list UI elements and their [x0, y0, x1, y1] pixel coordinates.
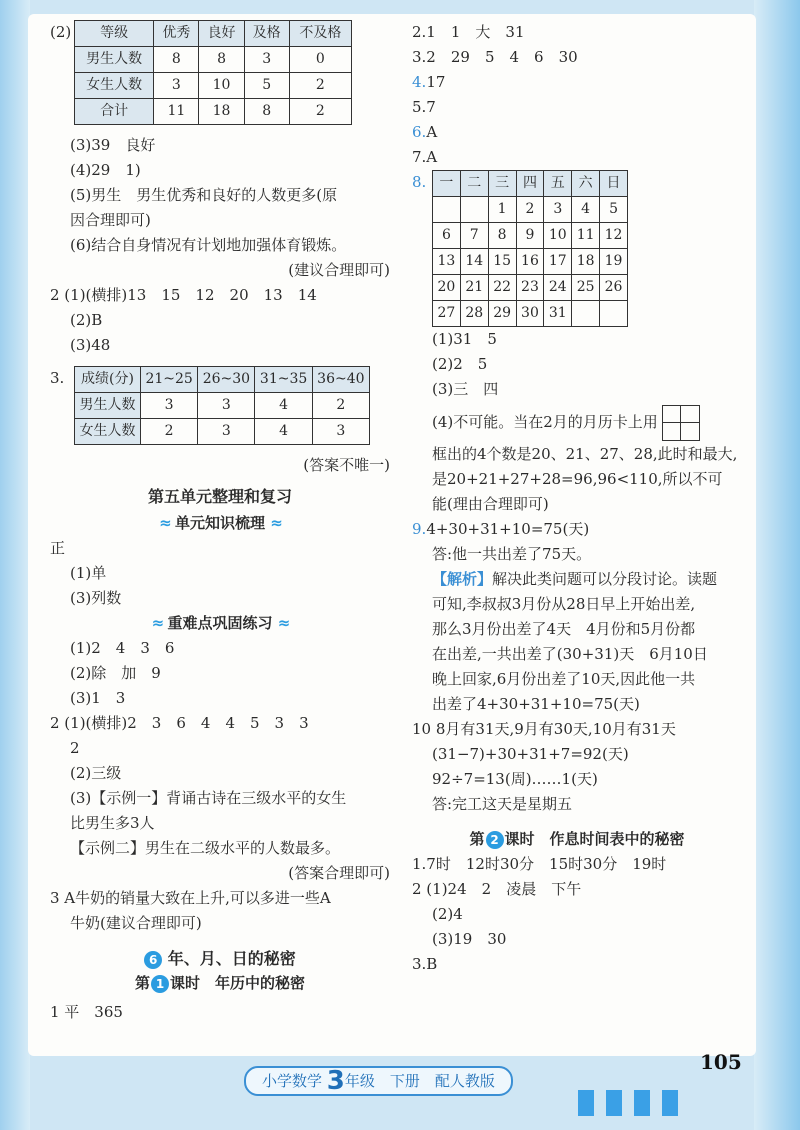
table-cell: 3	[198, 419, 255, 445]
lesson-title	[50, 971, 390, 996]
table-cell: 3	[544, 197, 572, 223]
table-cell: 27	[433, 301, 461, 327]
answer-line: (2)除 加 9	[70, 664, 161, 682]
answer-line: 框出的4个数是20、21、27、28,此时和最大,	[432, 445, 738, 463]
question-number: 8.	[412, 173, 427, 191]
answer-line: (1)2 4 3 6	[70, 639, 175, 657]
subsection-label: 重难点巩固练习	[167, 614, 273, 632]
table-header-row	[75, 367, 370, 393]
table-cell: 日	[600, 171, 628, 197]
table-cell: 女生人数	[75, 419, 141, 445]
analysis-tag: 【解析】	[432, 570, 493, 588]
table-cell: 4	[255, 419, 312, 445]
answer-line: (2)2 5	[432, 355, 488, 373]
table-cell: 2	[289, 99, 351, 125]
table-cell: 3	[198, 393, 255, 419]
table-cell: 13	[433, 249, 461, 275]
wave-icon: ≈	[151, 614, 163, 632]
lesson-number-badge: 1	[151, 975, 169, 993]
lesson-title	[412, 827, 742, 852]
footer-banner	[244, 1066, 513, 1096]
calendar-table	[432, 170, 628, 327]
table-cell: 1	[488, 197, 516, 223]
table-cell: 等级	[75, 21, 154, 47]
table-cell: 31	[544, 301, 572, 327]
table-cell: 21	[460, 275, 488, 301]
table-cell: 18	[572, 249, 600, 275]
answer-line: 是20+21+27+28=96,96<110,所以不可	[432, 470, 723, 488]
answer-line: (31−7)+30+31+7=92(天)	[432, 745, 629, 763]
answer-line	[412, 70, 742, 95]
table-cell: 20	[433, 275, 461, 301]
table-cell: 女生人数	[75, 73, 154, 99]
answer-line: 5.7	[412, 98, 436, 116]
answer-line: (5)男生 男生优秀和良好的人数更多(原	[70, 186, 338, 204]
question-number: 6.	[412, 123, 427, 141]
table-cell: 23	[516, 275, 544, 301]
subsection-title	[50, 511, 390, 536]
unit-title-text: 年、月、日的秘密	[167, 949, 296, 968]
answer-text: 解决此类问题可以分段讨论。读题	[492, 570, 718, 588]
answer-text: A	[426, 123, 438, 141]
table-cell: 36~40	[312, 367, 369, 393]
answer-note: (答案不唯一)	[303, 456, 390, 474]
lesson-title-text: 课时 年历中的秘密	[170, 974, 306, 992]
table1-label: (2)	[50, 23, 72, 41]
table-cell: 22	[488, 275, 516, 301]
table-cell: 及格	[244, 21, 289, 47]
table-cell: 31~35	[255, 367, 312, 393]
answer-line	[412, 402, 742, 442]
table-cell: 24	[544, 275, 572, 301]
answer-line: 【示例二】男生在二级水平的人数最多。	[70, 839, 341, 857]
answer-line: 答:他一共出差了75天。	[432, 545, 592, 563]
table-cell: 26	[600, 275, 628, 301]
table-header-row	[433, 171, 628, 197]
decorative-bars	[578, 1090, 690, 1120]
answer-line: 2 (1)(横排)2 3 6 4 4 5 3 3	[50, 714, 309, 732]
table-cell: 26~30	[198, 367, 255, 393]
table-cell: 29	[488, 301, 516, 327]
answer-text: (4)不可能。当在2月的月历卡上用	[432, 413, 658, 431]
table-cell: 0	[289, 47, 351, 73]
answer-line: 能(理由合理即可)	[432, 495, 549, 513]
answer-line: 3.2 29 5 4 6 30	[412, 48, 578, 66]
table-cell: 8	[199, 47, 244, 73]
answer-line: (3)48	[70, 336, 111, 354]
answer-line: 正	[50, 539, 66, 557]
answer-text: 4+30+31+10=75(天)	[426, 520, 590, 538]
answer-line: 因合理即可)	[70, 211, 151, 229]
unit-title	[50, 946, 390, 971]
table-row	[433, 249, 628, 275]
answer-line: (1)31 5	[432, 330, 497, 348]
answer-line	[412, 120, 742, 145]
answer-line: 可知,李叔叔3月份从28日早上开始出差,	[432, 595, 696, 613]
table-cell: 优秀	[154, 21, 199, 47]
table-row	[433, 197, 628, 223]
answer-line: 92÷7=13(周)……1(天)	[432, 770, 598, 788]
footer-grade-number: 3	[326, 1066, 345, 1096]
lesson-prefix: 第	[134, 974, 150, 992]
subsection-label: 单元知识梳理	[174, 514, 265, 532]
table-cell: 7	[460, 223, 488, 249]
answer-line: 2 (1)(横排)13 15 12 20 13 14	[50, 286, 317, 304]
lesson-prefix: 第	[469, 830, 485, 848]
footer-grade-suffix: 年级 下册 配人教版	[344, 1072, 495, 1090]
table-cell: 8	[488, 223, 516, 249]
answer-line	[412, 517, 742, 542]
table-cell: 4	[572, 197, 600, 223]
answer-line: (2)三级	[70, 764, 122, 782]
answer-line: 2 (1)24 2 凌晨 下午	[412, 880, 582, 898]
table-cell: 一	[433, 171, 461, 197]
table-cell: 17	[544, 249, 572, 275]
table-cell: 五	[544, 171, 572, 197]
table-cell: 11	[572, 223, 600, 249]
answer-line: (3)【示例一】背诵古诗在三级水平的女生	[70, 789, 347, 807]
unit-number-badge: 6	[144, 951, 162, 969]
table-cell: 9	[516, 223, 544, 249]
table-row	[75, 73, 352, 99]
answer-line: 1 平 365	[50, 1003, 123, 1021]
bar-decoration	[606, 1090, 622, 1116]
table-cell: 2	[516, 197, 544, 223]
question-number: 4.	[412, 73, 427, 91]
answer-line: (3)39 良好	[70, 136, 156, 154]
page-edge-left	[0, 0, 30, 1130]
table-cell	[572, 301, 600, 327]
grade-table	[74, 20, 352, 125]
answer-line: (4)29 1)	[70, 161, 141, 179]
table-cell: 3	[244, 47, 289, 73]
table-cell: 男生人数	[75, 47, 154, 73]
answer-line: 1.7时 12时30分 15时30分 19时	[412, 855, 667, 873]
answer-note: (答案合理即可)	[288, 864, 390, 882]
table-cell: 8	[154, 47, 199, 73]
lesson-number-badge: 2	[486, 831, 504, 849]
bar-decoration	[578, 1090, 594, 1116]
table-cell: 16	[516, 249, 544, 275]
answer-text: 17	[426, 73, 446, 91]
table-row	[75, 419, 370, 445]
question-number: 9.	[412, 520, 427, 538]
answer-line: (3)列数	[70, 589, 122, 607]
table-cell: 3	[312, 419, 369, 445]
answer-line: 7.A	[412, 148, 438, 166]
table-cell: 六	[572, 171, 600, 197]
table-cell: 5	[600, 197, 628, 223]
table-row	[433, 275, 628, 301]
table-cell: 18	[199, 99, 244, 125]
table-cell: 12	[600, 223, 628, 249]
answer-line: (1)单	[70, 564, 107, 582]
table-cell: 不及格	[289, 21, 351, 47]
table-cell: 3	[141, 393, 198, 419]
left-column	[50, 20, 390, 1025]
subsection-title	[50, 611, 390, 636]
answer-line: 那么3月份出差了4天 4月份和5月份都	[432, 620, 696, 638]
answer-line: (3)1 3	[70, 689, 126, 707]
answer-line: 在出差,一共出差了(30+31)天 6月10日	[432, 645, 708, 663]
table-cell: 30	[516, 301, 544, 327]
table2-label: 3.	[50, 369, 65, 387]
table-cell: 11	[154, 99, 199, 125]
page-number: 105	[700, 1050, 742, 1074]
table-row	[75, 99, 352, 125]
table-cell: 28	[460, 301, 488, 327]
lesson-title-text: 课时 作息时间表中的秘密	[504, 830, 685, 848]
grid-frame-icon	[662, 405, 700, 441]
bar-decoration	[634, 1090, 650, 1116]
table-cell: 2	[312, 393, 369, 419]
table-cell: 成绩(分)	[75, 367, 141, 393]
answer-note: (建议合理即可)	[288, 261, 390, 279]
table-cell: 男生人数	[75, 393, 141, 419]
table-cell: 2	[289, 73, 351, 99]
bar-decoration	[662, 1090, 678, 1116]
table-cell: 合计	[75, 99, 154, 125]
answer-line: (3)三 四	[432, 380, 499, 398]
answer-line: 3.B	[412, 955, 438, 973]
wave-icon: ≈	[277, 614, 289, 632]
table-row	[433, 301, 628, 327]
answer-line: 10 8月有31天,9月有30天,10月有31天	[412, 720, 676, 738]
answer-line	[412, 567, 742, 592]
wave-icon: ≈	[159, 514, 170, 532]
answer-line: 牛奶(建议合理即可)	[70, 914, 202, 932]
answer-line: 答:完工这天是星期五	[432, 795, 573, 813]
table-cell: 3	[154, 73, 199, 99]
table-row	[75, 47, 352, 73]
score-table	[74, 366, 370, 445]
table-cell: 15	[488, 249, 516, 275]
table-cell: 14	[460, 249, 488, 275]
answer-line: 比男生多3人	[70, 814, 155, 832]
table-cell: 25	[572, 275, 600, 301]
table-cell: 三	[488, 171, 516, 197]
table-cell: 10	[199, 73, 244, 99]
table-cell: 6	[433, 223, 461, 249]
answer-line: (2)B	[70, 311, 103, 329]
table-cell	[460, 197, 488, 223]
table-cell: 10	[544, 223, 572, 249]
table-header-row	[75, 21, 352, 47]
answer-line: 2.1 1 大 31	[412, 23, 525, 41]
table-row	[75, 393, 370, 419]
answer-line: 3 A牛奶的销量大致在上升,可以多进一些A	[50, 889, 331, 907]
table-cell: 21~25	[141, 367, 198, 393]
table-cell: 5	[244, 73, 289, 99]
section-title: 第五单元整理和复习	[147, 487, 292, 506]
table-row	[433, 223, 628, 249]
answer-line: 2	[70, 739, 80, 757]
table-cell: 二	[460, 171, 488, 197]
page-edge-right	[754, 0, 800, 1130]
table-cell: 8	[244, 99, 289, 125]
answer-line: (6)结合自身情况有计划地加强体育锻炼。	[70, 236, 347, 254]
table-cell	[600, 301, 628, 327]
answer-line: (3)19 30	[432, 930, 507, 948]
answer-line: (2)4	[432, 905, 463, 923]
answer-line: 出差了4+30+31+10=75(天)	[432, 695, 640, 713]
table-cell: 良好	[199, 21, 244, 47]
table-cell: 四	[516, 171, 544, 197]
right-column	[412, 20, 742, 977]
table-cell: 2	[141, 419, 198, 445]
table-cell: 4	[255, 393, 312, 419]
wave-icon: ≈	[270, 514, 281, 532]
table-cell: 19	[600, 249, 628, 275]
footer-subject: 小学数学	[262, 1072, 323, 1090]
answer-line: 晚上回家,6月份出差了10天,因此他一共	[432, 670, 696, 688]
table-cell	[433, 197, 461, 223]
